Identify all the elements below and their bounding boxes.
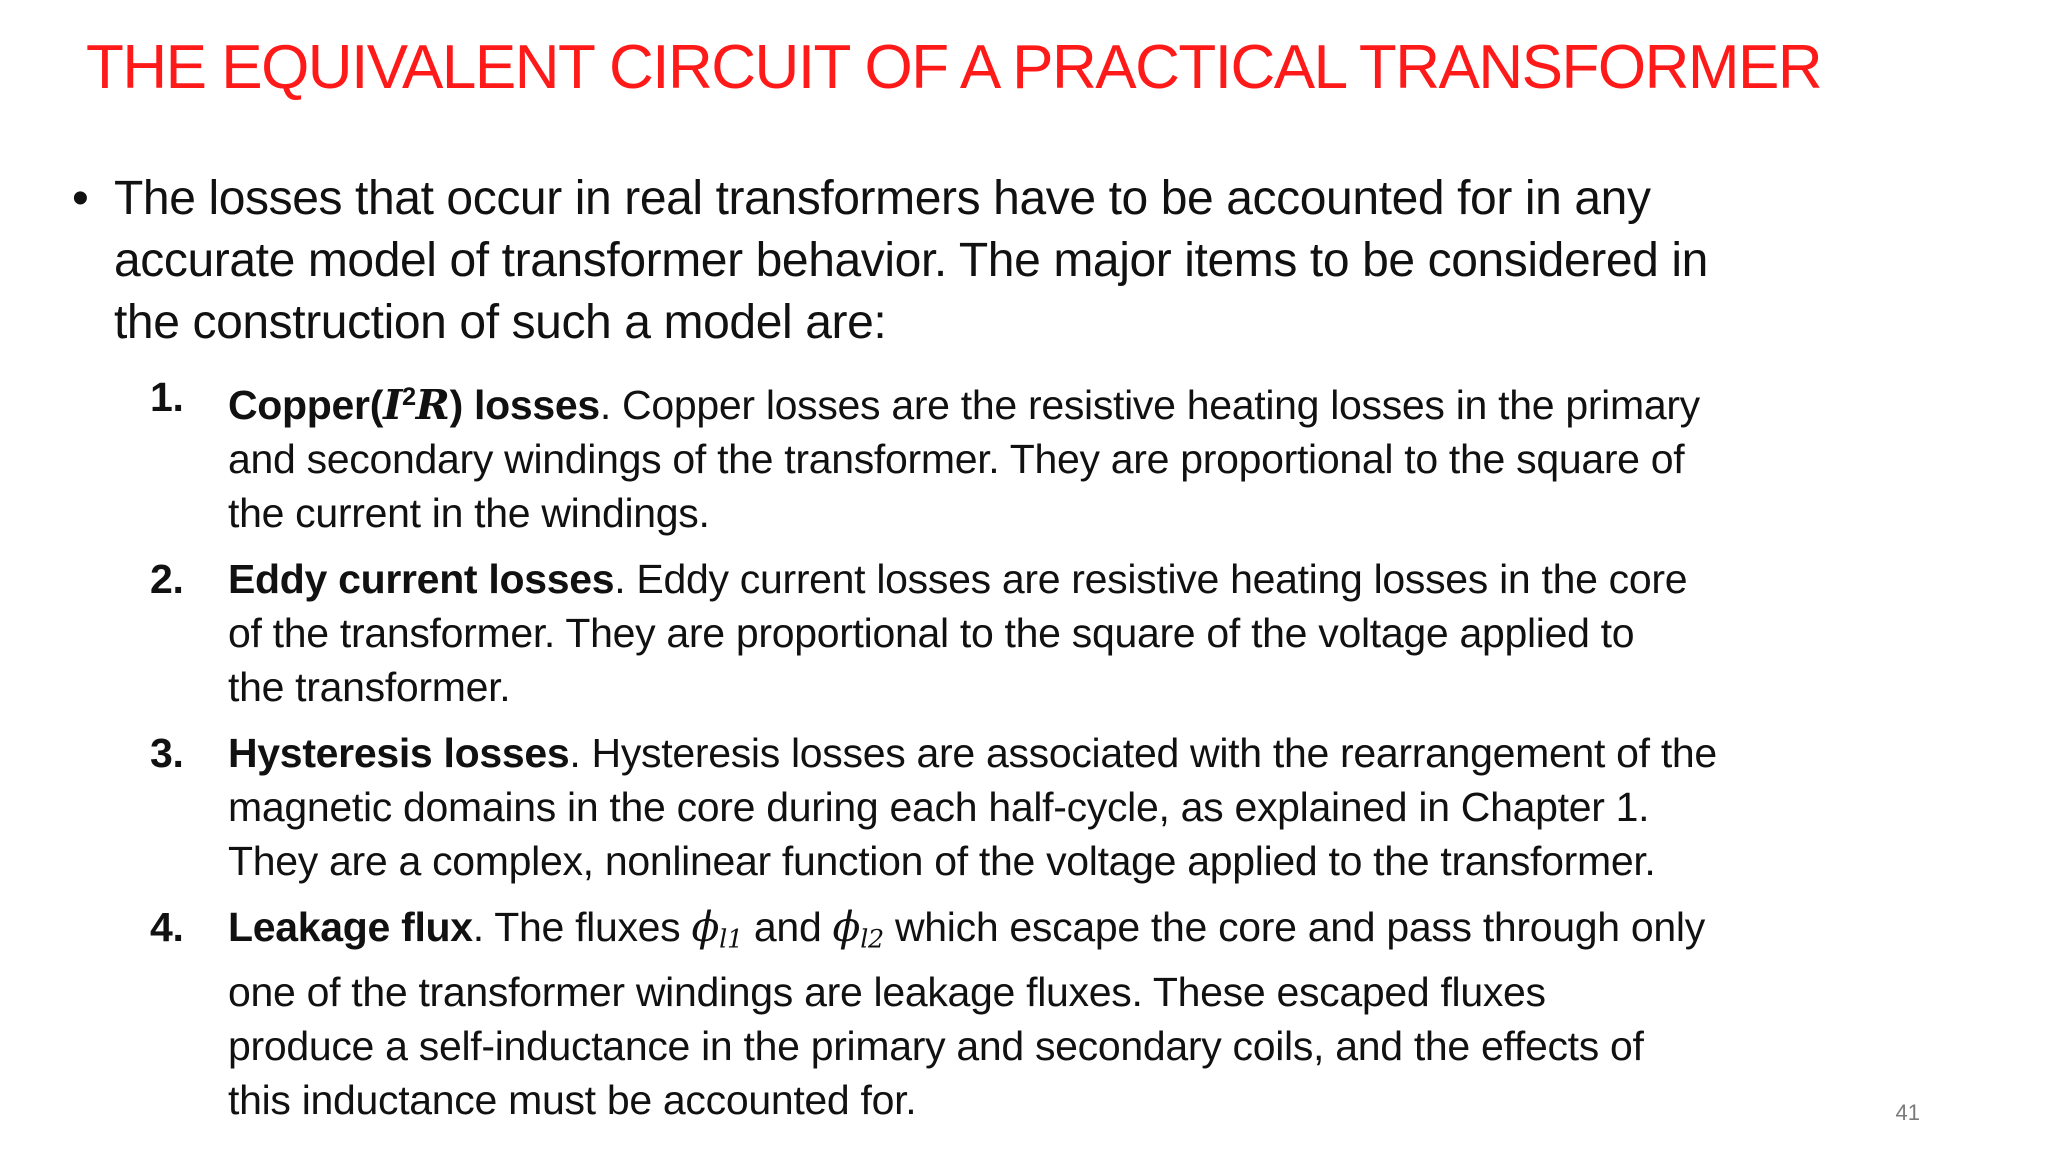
list-item-line	[228, 552, 1990, 606]
bullet-icon: •	[72, 172, 89, 225]
list-item-leakage-flux	[150, 900, 1990, 1127]
intro-line-3: the construction of such a model are:	[114, 296, 887, 349]
intro-line-2: accurate model of transformer behavior. The major items to be considered in	[114, 234, 1708, 287]
list-item-number: 1.	[150, 374, 184, 420]
page-number: 41	[1895, 1100, 1920, 1125]
item-text: which escape the core and pass through only	[883, 903, 1705, 950]
list-item-copper-losses	[150, 370, 1990, 540]
list-item-line	[228, 726, 1990, 780]
list-item-line: and secondary windings of the transformer. They are proportional to the square of	[228, 435, 1685, 482]
item-text: . Hysteresis losses are associated with the rearrangement of the	[569, 729, 1717, 776]
list-item-line: They are a complex, nonlinear function of the voltage applied to the transformer.	[228, 837, 1656, 884]
list-item-number: 3.	[150, 729, 184, 776]
list-item-eddy-current-losses	[150, 552, 1990, 714]
list-item-line	[228, 370, 1990, 432]
list-item-line	[228, 900, 1990, 965]
list-item-number: 2.	[150, 555, 184, 602]
intro-paragraph	[72, 168, 1972, 354]
list-item-hysteresis-losses	[150, 726, 1990, 888]
item-text: and	[742, 903, 833, 950]
list-item-line: the current in the windings.	[228, 489, 710, 536]
slide-title: THE EQUIVALENT CIRCUIT OF A PRACTICAL TRANSFORMER	[86, 33, 1822, 102]
list-item-line: one of the transformer windings are leakage fluxes. These escaped fluxes	[228, 969, 1546, 1016]
item-text: . The fluxes	[472, 903, 692, 950]
intro-line-1: The losses that occur in real transformers have to be accounted for in any	[114, 172, 1651, 225]
list-item-line: of the transformer. They are proportional to the square of the voltage applied to	[228, 609, 1635, 656]
list-item-line: this inductance must be accounted for.	[228, 1077, 917, 1124]
math-exponent: 2	[401, 383, 416, 411]
term-copper-prefix: Copper(	[228, 381, 384, 428]
math-current-I: I	[383, 380, 402, 429]
loss-list	[150, 370, 1990, 1139]
term-eddy: Eddy current losses	[228, 555, 615, 602]
item-text: . Eddy current losses are resistive heating losses in the core	[614, 555, 1688, 602]
intro-bullet	[72, 168, 1972, 354]
term-hysteresis: Hysteresis losses	[228, 729, 570, 776]
math-phi-1: ϕ	[691, 902, 720, 951]
math-phi-2: ϕ	[832, 902, 861, 951]
math-resistance-R: R	[415, 380, 450, 429]
item-text: . Copper losses are the resistive heating losses in the primary	[599, 381, 1700, 428]
math-subscript-l2: l2	[860, 923, 884, 954]
list-item-line: produce a self-inductance in the primary and secondary coils, and the effects of	[228, 1023, 1644, 1070]
term-leakage-flux: Leakage flux	[228, 903, 473, 950]
math-subscript-l1: l1	[719, 923, 743, 954]
term-copper-suffix: ) losses	[449, 381, 600, 428]
list-item-number: 4.	[150, 903, 184, 950]
list-item-line: the transformer.	[228, 663, 511, 710]
list-item-line: magnetic domains in the core during each half-cycle, as explained in Chapter 1.	[228, 783, 1650, 830]
